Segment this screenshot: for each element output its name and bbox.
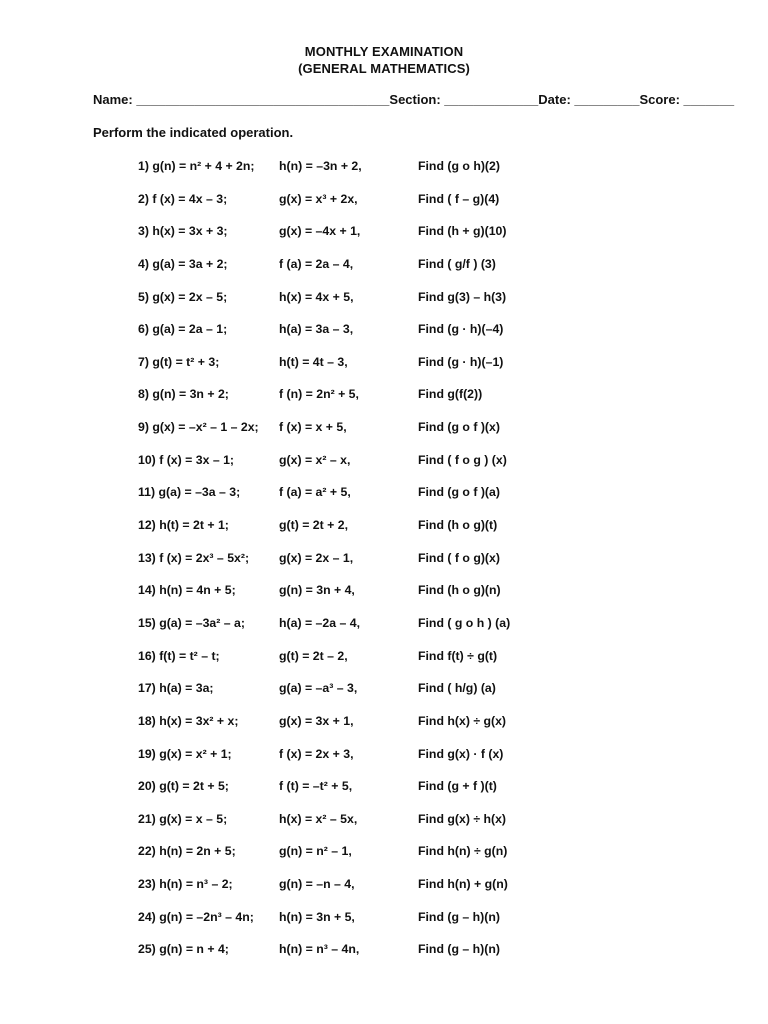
second-function: h(x) = x² – 5x, <box>279 811 358 826</box>
first-function: 15) g(a) = –3a² – a; <box>138 615 245 630</box>
problem-item <box>0 453 768 486</box>
second-function: g(n) = 3n + 4, <box>279 583 355 598</box>
second-function: g(x) = x² – x, <box>279 452 351 467</box>
first-function: 6) g(a) = 2a – 1; <box>138 322 228 337</box>
operation-task: Find (g o h)(2) <box>418 159 500 173</box>
second-function: f (a) = a² + 5, <box>279 485 351 500</box>
first-function: 24) g(n) = –2n³ – 4n; <box>138 909 254 924</box>
second-function: h(x) = 4x + 5, <box>279 289 354 304</box>
problem-item <box>0 485 768 518</box>
problem-item <box>0 192 768 225</box>
operation-task: Find ( f o g ) (x) <box>418 452 507 467</box>
first-function: 9) g(x) = –x² – 1 – 2x; <box>138 420 259 435</box>
problem-item <box>0 290 768 323</box>
operation-task: Find (g o f )(x) <box>418 420 500 435</box>
second-function: f (n) = 2n² + 5, <box>279 387 359 402</box>
instruction-text: Perform the indicated operation. <box>93 125 294 140</box>
first-function: 3) h(x) = 3x + 3; <box>138 224 228 239</box>
operation-task: Find g(3) – h(3) <box>418 289 507 304</box>
second-function: g(x) = 2x – 1, <box>279 550 354 565</box>
first-function: 16) f(t) = t² – t; <box>138 648 220 663</box>
second-function: g(t) = 2t – 2, <box>279 648 348 663</box>
second-function: h(t) = 4t – 3, <box>279 354 348 369</box>
problem-item <box>0 518 768 551</box>
problem-item <box>0 942 768 975</box>
operation-task: Find (g · h)(–4) <box>418 322 504 337</box>
second-function: g(x) = 3x + 1, <box>279 713 354 728</box>
second-function: h(n) = –3n + 2, <box>279 159 362 173</box>
operation-task: Find (g o f )(a) <box>418 485 500 500</box>
first-function: 5) g(x) = 2x – 5; <box>138 289 228 304</box>
operation-task: Find ( f o g)(x) <box>418 550 500 565</box>
problem-item <box>0 877 768 910</box>
exam-subtitle: (GENERAL MATHEMATICS) <box>298 61 470 76</box>
first-function: 23) h(n) = n³ – 2; <box>138 877 233 892</box>
first-function: 2) f (x) = 4x – 3; <box>138 191 228 206</box>
exam-title: MONTHLY EXAMINATION <box>304 44 464 59</box>
operation-task: Find ( f – g)(4) <box>418 191 500 206</box>
operation-task: Find h(x) ÷ g(x) <box>418 713 507 728</box>
first-function: 25) g(n) = n + 4; <box>138 942 229 957</box>
first-function: 20) g(t) = 2t + 5; <box>138 779 229 794</box>
operation-task: Find ( g/f ) (3) <box>418 256 496 271</box>
problem-item <box>0 387 768 420</box>
second-function: f (t) = –t² + 5, <box>279 779 353 794</box>
operation-task: Find h(n) ÷ g(n) <box>418 844 508 859</box>
first-function: 12) h(t) = 2t + 1; <box>138 518 229 533</box>
first-function: 19) g(x) = x² + 1; <box>138 746 232 761</box>
problem-item <box>0 747 768 780</box>
operation-task: Find (h + g)(10) <box>418 224 507 239</box>
first-function: 4) g(a) = 3a + 2; <box>138 256 228 271</box>
first-function: 18) h(x) = 3x² + x; <box>138 713 239 728</box>
problem-item <box>0 583 768 616</box>
first-function: 22) h(n) = 2n + 5; <box>138 844 236 859</box>
operation-task: Find ( g o h ) (a) <box>418 615 511 630</box>
first-function: 13) f (x) = 2x³ – 5x²; <box>138 550 250 565</box>
problem-item <box>0 224 768 257</box>
second-function: g(n) = –n – 4, <box>279 877 355 892</box>
problem-item <box>0 551 768 584</box>
second-function: g(a) = –a³ – 3, <box>279 681 358 696</box>
problem-item <box>0 355 768 388</box>
problem-item <box>0 649 768 682</box>
problem-item <box>0 257 768 290</box>
operation-task: Find (g – h)(n) <box>418 909 500 924</box>
first-function: 14) h(n) = 4n + 5; <box>138 583 236 598</box>
problem-item <box>0 681 768 714</box>
second-function: h(n) = 3n + 5, <box>279 909 355 924</box>
problem-item <box>0 779 768 812</box>
second-function: g(t) = 2t + 2, <box>279 518 349 533</box>
second-function: h(n) = n³ – 4n, <box>279 942 360 957</box>
second-function: f (x) = 2x + 3, <box>279 746 354 761</box>
second-function: g(n) = n² – 1, <box>279 844 352 859</box>
problem-item <box>0 812 768 845</box>
first-function: 8) g(n) = 3n + 2; <box>138 387 229 402</box>
operation-task: Find (g – h)(n) <box>418 942 500 957</box>
first-function: 11) g(a) = –3a – 3; <box>138 485 241 500</box>
problem-item <box>0 910 768 943</box>
operation-task: Find (h o g)(t) <box>418 518 498 533</box>
operation-task: Find f(t) ÷ g(t) <box>418 648 498 663</box>
second-function: h(a) = 3a – 3, <box>279 322 354 337</box>
operation-task: Find g(x) ÷ h(x) <box>418 811 507 826</box>
problem-list <box>0 159 768 975</box>
operation-task: Find (h o g)(n) <box>418 583 501 598</box>
second-function: f (a) = 2a – 4, <box>279 256 354 271</box>
first-function: 17) h(a) = 3a; <box>138 681 214 696</box>
problem-item <box>0 420 768 453</box>
first-function: 21) g(x) = x – 5; <box>138 811 228 826</box>
student-info-line: Name: ___________________________________Section: _____________Date: _________Score: _______ <box>93 92 735 107</box>
operation-task: Find ( h/g) (a) <box>418 681 496 696</box>
operation-task: Find (g · h)(–1) <box>418 354 504 369</box>
operation-task: Find (g + f )(t) <box>418 779 497 794</box>
problem-item <box>0 159 768 192</box>
problem-item <box>0 616 768 649</box>
problem-item <box>0 844 768 877</box>
first-function: 10) f (x) = 3x – 1; <box>138 452 235 467</box>
operation-task: Find g(x) · f (x) <box>418 746 504 761</box>
first-function: 7) g(t) = t² + 3; <box>138 354 220 369</box>
second-function: f (x) = x + 5, <box>279 420 347 435</box>
second-function: g(x) = –4x + 1, <box>279 224 361 239</box>
problem-item <box>0 322 768 355</box>
second-function: g(x) = x³ + 2x, <box>279 191 358 206</box>
operation-task: Find g(f(2)) <box>418 387 483 402</box>
first-function: 1) g(n) = n² + 4 + 2n; <box>138 159 255 173</box>
problem-item <box>0 714 768 747</box>
operation-task: Find h(n) + g(n) <box>418 877 508 892</box>
second-function: h(a) = –2a – 4, <box>279 615 360 630</box>
